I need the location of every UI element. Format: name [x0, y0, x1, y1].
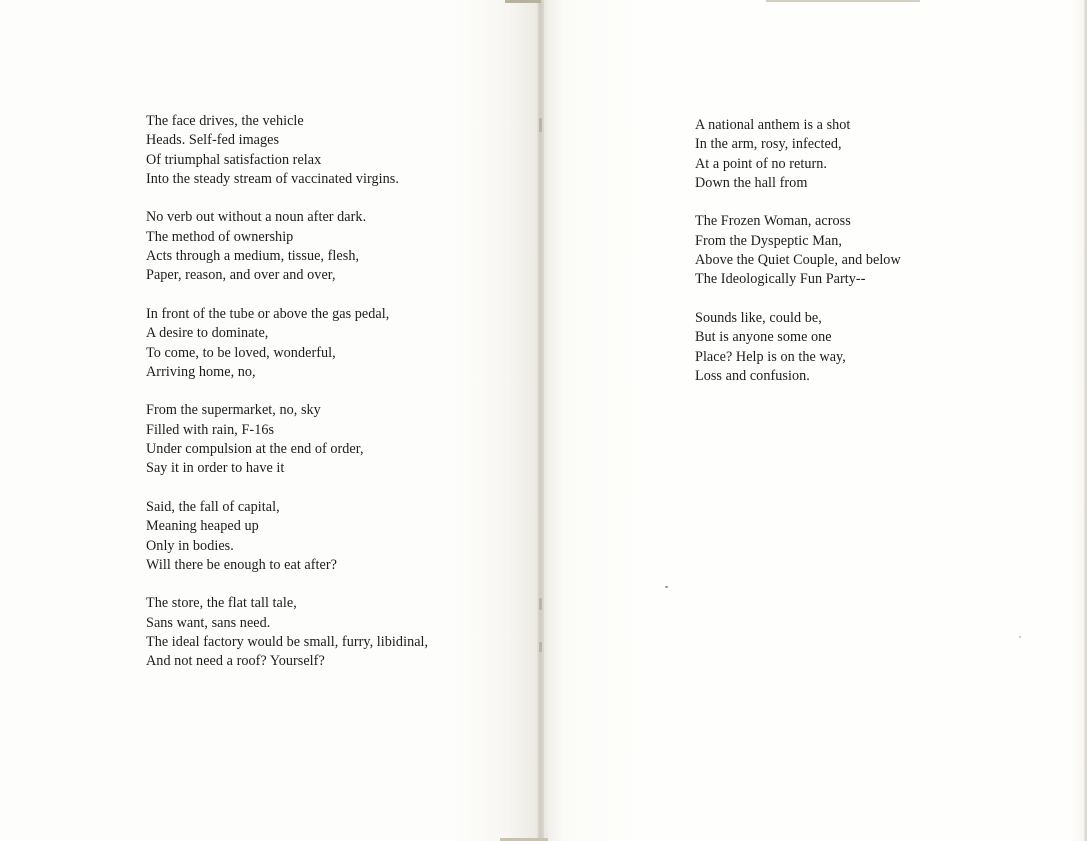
poem-line: Down the hall from [695, 174, 808, 191]
poem-line: In the arm, rosy, infected, [695, 136, 842, 153]
poem-line: No verb out without a noun after dark. [146, 209, 367, 226]
stanza [146, 208, 428, 285]
stanza [146, 305, 428, 382]
poem-line: Will there be enough to eat after? [146, 556, 337, 573]
poem-line: Under compulsion at the end of order, [146, 441, 364, 458]
stanza [146, 112, 428, 189]
poem-line: Above the Quiet Couple, and below [695, 252, 901, 269]
poem-line: At a point of no return. [695, 155, 828, 172]
poem-line: Only in bodies. [146, 537, 234, 554]
stanza [146, 498, 428, 575]
stanza [695, 212, 901, 289]
stanza [146, 594, 428, 671]
poem-line: Arriving home, no, [146, 363, 256, 380]
poem-line: Into the steady stream of vaccinated virgins. [146, 170, 399, 187]
poem-line: The Ideologically Fun Party-- [695, 271, 866, 288]
binding-stitch [539, 118, 542, 132]
stanza [695, 309, 901, 386]
binding-stitch [539, 598, 542, 610]
stanza [146, 401, 428, 478]
poem-line: Paper, reason, and over and over, [146, 267, 336, 284]
poem-line: Heads. Self-fed images [146, 132, 280, 149]
paper-speck [665, 586, 668, 588]
paper-speck [1019, 636, 1021, 638]
poem-line: To come, to be loved, wonderful, [146, 344, 336, 361]
left-poem-text [146, 112, 428, 691]
page-edge-shadow [766, 0, 920, 2]
poem-line: Sans want, sans need. [146, 614, 271, 631]
poem-line: The ideal factory would be small, furry, libidinal, [146, 634, 429, 651]
poem-line: From the Dyspeptic Man, [695, 232, 842, 249]
page-edge-shadow [505, 0, 541, 3]
poem-line: The method of ownership [146, 228, 294, 245]
poem-line: A national anthem is a shot [695, 117, 851, 133]
poem-line: Of triumphal satisfaction relax [146, 151, 322, 168]
poem-line: A desire to dominate, [146, 325, 269, 342]
right-poem-text [695, 116, 901, 405]
poem-line: Loss and confusion. [695, 367, 810, 384]
poem-line: And not need a roof? Yourself? [146, 653, 325, 670]
poem-line: The face drives, the vehicle [146, 113, 304, 129]
poem-line: Meaning heaped up [146, 518, 259, 535]
poem-line: Filled with rain, F-16s [146, 421, 275, 438]
poem-line: Said, the fall of capital, [146, 498, 280, 515]
poem-line: Place? Help is on the way, [695, 348, 846, 365]
binding-stitch [539, 642, 542, 652]
poem-line: But is anyone some one [695, 329, 832, 346]
poem-line: Say it in order to have it [146, 460, 285, 477]
poem-line: From the supermarket, no, sky [146, 402, 321, 419]
poem-line: Sounds like, could be, [695, 309, 822, 326]
poem-line: In front of the tube or above the gas pedal, [146, 305, 390, 322]
poem-line: The Frozen Woman, across [695, 213, 851, 230]
stanza [695, 116, 901, 193]
poem-line: The store, the flat tall tale, [146, 595, 297, 612]
poem-line: Acts through a medium, tissue, flesh, [146, 248, 360, 265]
